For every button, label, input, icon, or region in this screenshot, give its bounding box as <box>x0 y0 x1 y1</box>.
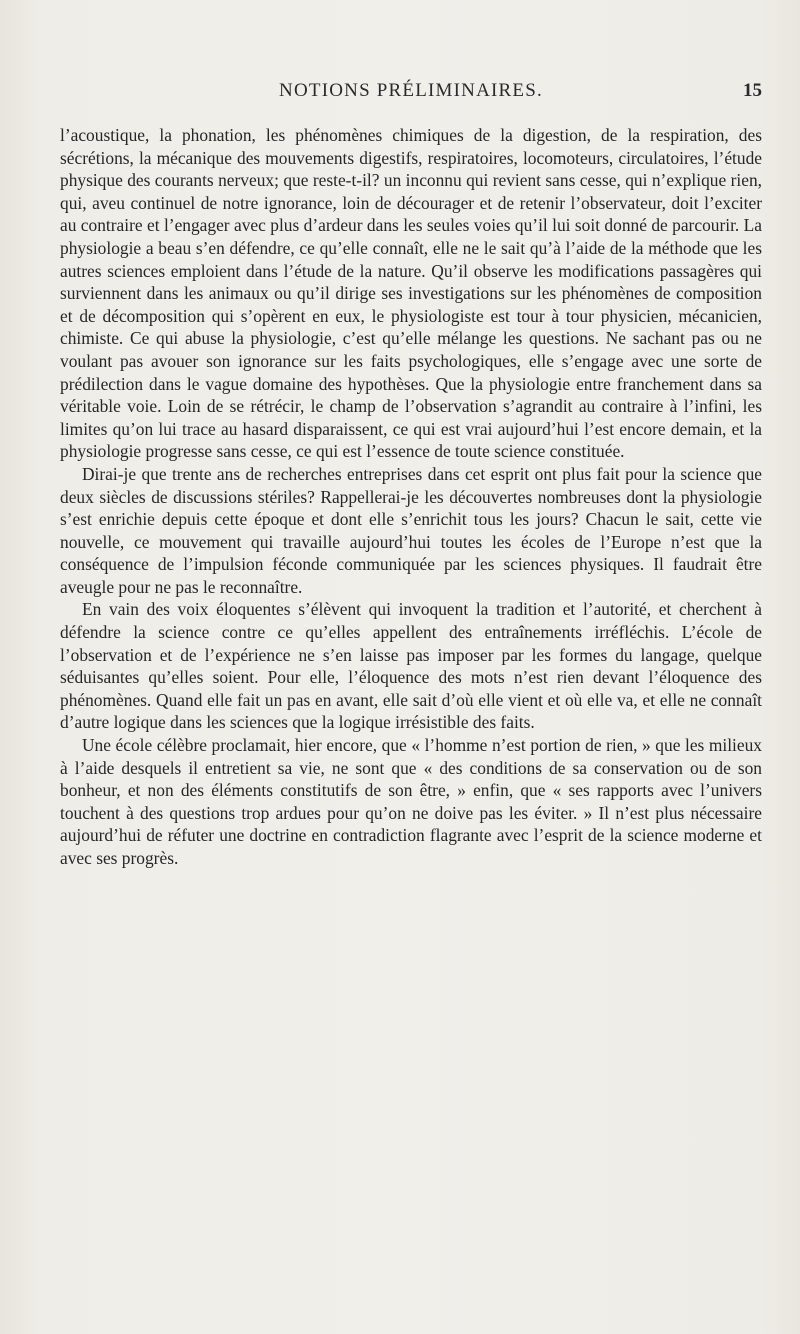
running-head: NOTIONS PRÉLIMINAIRES. <box>279 80 543 101</box>
page-number: 15 <box>743 80 762 101</box>
page-header <box>60 80 762 110</box>
body-text <box>60 124 762 870</box>
paragraph-3: En vain des voix éloquentes s’élèvent qui invoquent la tradition et l’autorité, et cherchent à défendre la science contre ce qu’elles appellent des entraînements irréfléchis. L’école de l’observation et de l’expérience ne s’en laisse pas imposer par les formes du langage, quelque séduisantes qu’elles soient. Pour elle, l’éloquence des mots n’est rien devant l’éloquence des phénomènes. Quand elle fait un pas en avant, elle sait d’où elle vient et où elle va, et elle ne connaît d’autre logique dans les sciences que la logique irrésistible des faits. <box>60 599 762 733</box>
paragraph-1: l’acoustique, la phonation, les phénomènes chimiques de la digestion, de la respiration, des sécrétions, la mécanique des mouvements digestifs, respiratoires, locomoteurs, circulatoires, l’étude physique des courants nerveux; que reste-t-il? un inconnu qui revient sans cesse, qui n’explique rien, qui, aveu continuel de notre ignorance, loin de décourager et de retenir l’observateur, doit l’exciter au contraire et l’engager avec plus d’ardeur dans les seules voies qu’il lui soit donné de parcourir. La physiologie a beau s’en défendre, ce qu’elle connaît, elle ne le sait qu’à l’aide de la méthode que les autres sciences emploient dans l’étude de la nature. Qu’il observe les modifications passagères qui surviennent dans les animaux ou qu’il dirige ses investigations sur les phénomènes de composition et de décomposition qui s’opèrent en eux, le physiologiste est tour à tour physicien, mécanicien, chimiste. Ce qui abuse la physiologie, c’est qu’elle mélange les questions. Ne sachant pas ou ne voulant pas avouer son ignorance sur les faits psychologiques, elle s’engage avec une sorte de prédilection dans le vague domaine des hypothèses. Que la physiologie entre franchement dans sa véritable voie. Loin de se rétrécir, le champ de l’observation s’agrandit au contraire à l’infini, les limites qu’on lui trace au hasard disparaissent, ce qui est vrai aujourd’hui l’est encore demain, et la physiologie progresse sans cesse, ce qui est l’essence de toute science constituée. <box>60 125 762 462</box>
paragraph-2: Dirai-je que trente ans de recherches entreprises dans cet esprit ont plus fait pour la science que deux siècles de discussions stériles? Rappellerai-je les découvertes nombreuses dont la physiologie s’est enrichie depuis cette époque et dont elle s’enrichit tous les jours? Chacun le sait, cette vie nouvelle, ce mouvement qui travaille aujourd’hui toutes les écoles de l’Europe n’est que la conséquence de l’impulsion féconde communiquée par les sciences physiques. Il faudrait être aveugle pour ne pas le reconnaître. <box>60 463 762 597</box>
paragraph-4: Une école célèbre proclamait, hier encore, que « l’homme n’est portion de rien, » que les milieux à l’aide desquels il entretient sa vie, ne sont que « des conditions de sa conservation ou de son bonheur, et non des éléments constitutifs de son être, » enfin, que « ses rapports avec l’univers touchent à des questions trop ardues pour qu’on ne doive pas les éviter. » Il n’est plus nécessaire aujourd’hui de réfuter une doctrine en contradiction flagrante avec l’esprit de la science moderne et avec ses progrès. <box>60 735 762 868</box>
